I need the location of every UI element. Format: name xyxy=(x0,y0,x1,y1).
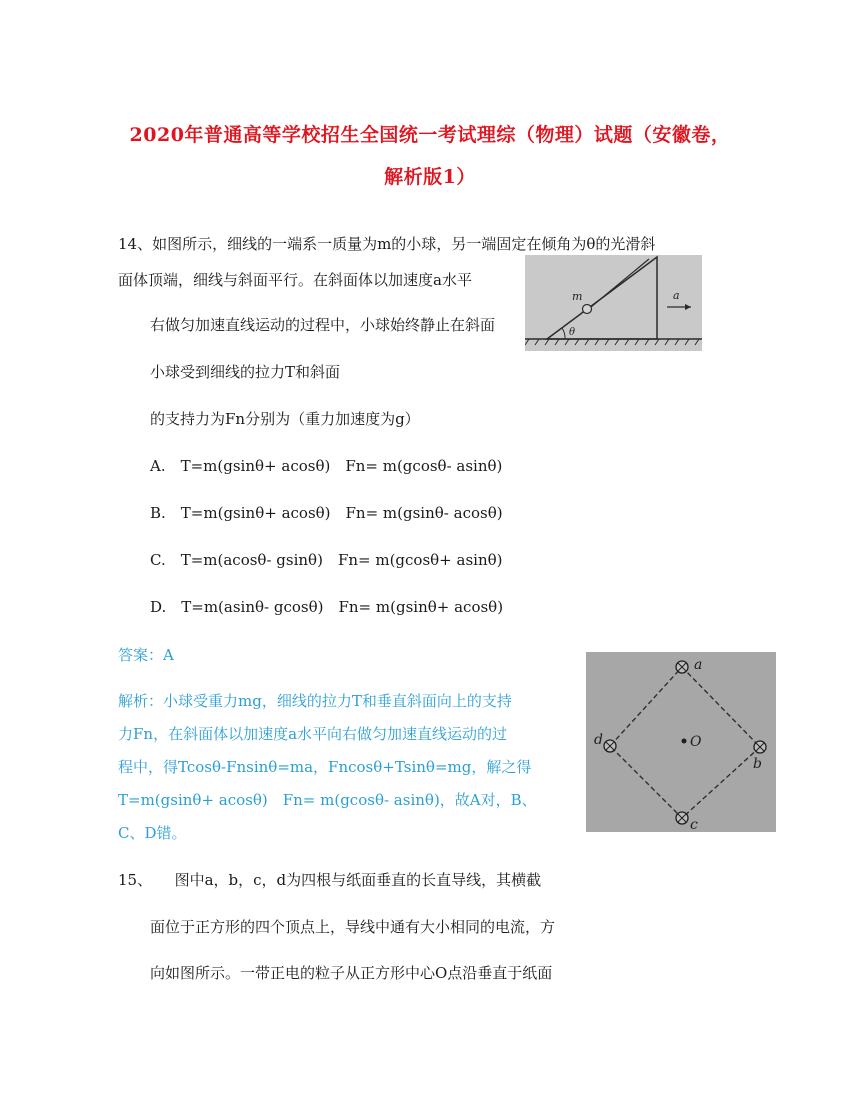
arrow-right-icon xyxy=(685,304,691,310)
q14-option-c: C. T=m(acosθ- gsinθ) Fn= m(gcosθ+ asinθ) xyxy=(150,551,503,569)
q15-line-1: 15、 图中a，b，c，d为四根与纸面垂直的长直导线，其横截 xyxy=(118,871,542,889)
q14-option-d: D. T=m(asinθ- gcosθ) Fn= m(gsinθ+ acosθ) xyxy=(150,598,504,616)
wires-square-figure xyxy=(586,652,776,832)
wire-label-b: b xyxy=(753,756,762,772)
q14-analysis-2: 力Fn，在斜面体以加速度a水平向右做匀加速直线运动的过 xyxy=(118,725,508,743)
accel-label: a xyxy=(673,289,680,302)
angle-label: θ xyxy=(569,327,576,338)
q14-line-4: 小球受到细线的拉力T和斜面 xyxy=(150,363,341,381)
q14-analysis-1: 解析：小球受重力mg，细线的拉力T和垂直斜面向上的支持 xyxy=(118,692,512,710)
center-label-o: O xyxy=(690,734,702,750)
q14-option-a: A. T=m(gsinθ+ acosθ) Fn= m(gcosθ- asinθ) xyxy=(150,457,503,475)
title-line-1: 2020年普通高等学校招生全国统一考试理综（物理）试题（安徽卷， xyxy=(129,124,731,146)
incline-figure xyxy=(525,255,702,351)
q14-analysis-3: 程中，得Tcosθ-Fnsinθ=ma，Fncosθ+Tsinθ=mg，解之得 xyxy=(118,758,532,776)
title-line-2: 解析版1） xyxy=(384,166,476,188)
q14-analysis-4: T=m(gsinθ+ acosθ) Fn= m(gcosθ- asinθ)，故A对，B、 xyxy=(118,791,537,809)
q14-analysis-5: C、D错。 xyxy=(118,824,187,842)
mass-label: m xyxy=(572,290,583,303)
q15-line-2: 面位于正方形的四个顶点上，导线中通有大小相同的电流，方 xyxy=(150,918,556,936)
wire-label-a: a xyxy=(694,657,703,673)
wire-label-d: d xyxy=(594,732,603,748)
q14-option-b: B. T=m(gsinθ+ acosθ) Fn= m(gsinθ- acosθ) xyxy=(150,504,503,522)
q14-line-1: 14、如图所示，细线的一端系一质量为m的小球，另一端固定在倾角为θ的光滑斜 xyxy=(118,235,656,253)
q14-line-3: 右做匀加速直线运动的过程中，小球始终静止在斜面 xyxy=(150,316,496,334)
q15-line-3: 向如图所示。一带正电的粒子从正方形中心O点沿垂直于纸面 xyxy=(150,964,553,982)
wire-label-c: c xyxy=(690,817,698,832)
q14-line-2: 面体顶端，细线与斜面平行。在斜面体以加速度a水平 xyxy=(118,271,472,289)
q14-answer: 答案：A xyxy=(118,646,174,664)
q14-line-5: 的支持力为Fn分别为（重力加速度为g） xyxy=(150,410,420,428)
